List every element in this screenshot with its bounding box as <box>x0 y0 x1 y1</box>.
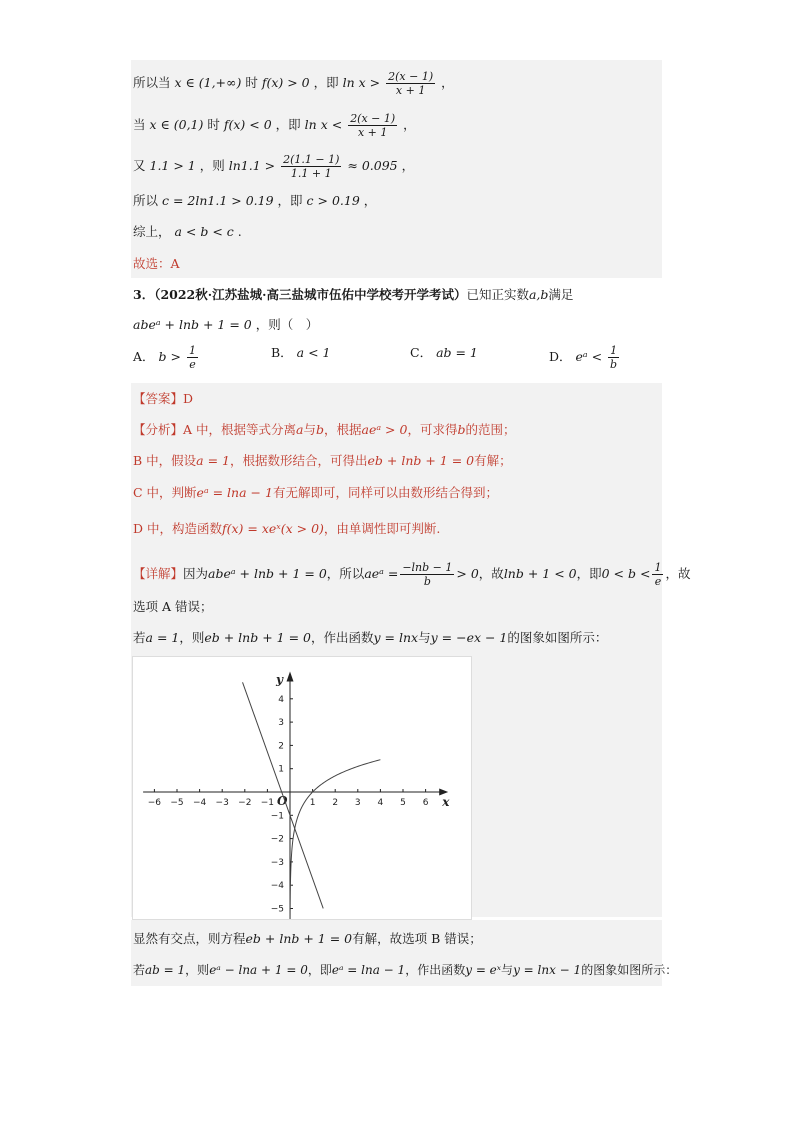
text: 若 <box>133 630 146 645</box>
answer-line <box>133 390 193 408</box>
option-label: D． <box>549 349 572 364</box>
math: f(x) = xeˣ(x > 0) <box>222 521 324 536</box>
fraction <box>187 344 198 371</box>
fraction <box>400 561 454 588</box>
math: c > 0.19 <box>306 193 360 208</box>
detail-line-3 <box>133 629 607 647</box>
denominator: x + 1 <box>357 126 388 139</box>
denominator: b <box>423 575 431 588</box>
math: aeᵃ = <box>364 566 399 581</box>
numerator: 2(1.1 − 1) <box>283 153 340 166</box>
math: eᵃ = lna − 1 <box>331 963 406 977</box>
analysis-label: 【分析】 <box>133 422 184 437</box>
y-tick-label: −2 <box>270 834 284 845</box>
math: f(x) < 0 <box>223 117 272 132</box>
math: aeᵃ > 0 <box>361 422 408 437</box>
math: 1.1 > 1 <box>149 158 196 173</box>
option-d[interactable] <box>549 344 621 371</box>
text: 所以当 <box>133 75 171 90</box>
y-tick-label: −5 <box>270 904 284 915</box>
numerator: 2(x − 1) <box>350 112 396 125</box>
math: ab = 1 <box>145 963 186 977</box>
question-title <box>133 286 573 304</box>
math: a,b <box>528 287 549 302</box>
proof-line-4 <box>133 192 376 210</box>
answer-value: D <box>183 391 194 406</box>
text: 综上， <box>133 224 171 239</box>
x-tick-label: 5 <box>400 798 406 808</box>
text: 时 <box>245 75 258 90</box>
math: y = lnx − 1 <box>513 963 582 977</box>
math: abeᵃ + lnb + 1 = 0 <box>208 566 327 581</box>
proof-line-3 <box>133 153 414 180</box>
math: a < 1 <box>296 345 331 360</box>
x-tick-label: 4 <box>377 798 384 808</box>
denominator: e <box>189 358 196 371</box>
choice-result: 故选：A <box>133 256 180 271</box>
text: ，则（ ） <box>255 317 319 332</box>
detail-line-1 <box>133 561 690 588</box>
math: x ∈ (1,+∞) <box>174 75 242 90</box>
text: ， <box>401 158 415 173</box>
analysis-line-a <box>133 421 516 439</box>
fraction <box>348 112 397 139</box>
text: ，即 <box>313 75 339 90</box>
math: abeᵃ + lnb + 1 = 0 <box>133 317 252 332</box>
x-tick-label: 3 <box>354 798 361 808</box>
text: ，即 <box>307 963 332 977</box>
text: D 中，构造函数 <box>133 521 222 536</box>
text: ， <box>403 117 416 132</box>
option-label: C． <box>410 345 433 360</box>
text: 的图象如图所示： <box>507 630 608 645</box>
text: 与 <box>418 630 431 645</box>
x-tick-label: 1 <box>309 798 316 808</box>
math: ab = 1 <box>436 345 478 360</box>
graph-svg <box>133 657 471 919</box>
text: ，可求得 <box>407 422 458 437</box>
fraction <box>652 561 663 588</box>
y-tick-label: −3 <box>270 857 284 868</box>
x-tick-label: 6 <box>422 798 429 808</box>
text: . <box>237 224 242 239</box>
x-tick-label: 2 <box>332 798 339 808</box>
text: ，故 <box>665 566 691 581</box>
numerator: 1 <box>654 561 662 574</box>
math: a < b < c <box>174 224 234 239</box>
text: 有解，故选项 B 错误； <box>352 931 482 946</box>
text: 选项 A 错误； <box>133 599 213 614</box>
proof-line-2 <box>133 112 416 139</box>
function-graph <box>132 656 472 920</box>
text: ，则 <box>179 630 205 645</box>
option-label: B． <box>271 345 293 360</box>
fraction <box>608 344 619 371</box>
math: f(x) > 0 <box>261 75 310 90</box>
math: b <box>457 422 466 437</box>
text: ，故 <box>478 566 504 581</box>
option-c[interactable] <box>410 344 478 362</box>
text: 满足 <box>548 287 574 302</box>
text: ，则 <box>185 963 210 977</box>
text: ，作出函数 <box>310 630 374 645</box>
question-equation-line <box>133 316 318 334</box>
text: ，根据数形结合，可得出 <box>230 453 368 468</box>
text: 与 <box>303 422 316 437</box>
math: a = 1 <box>196 453 230 468</box>
numerator: 1 <box>608 344 619 358</box>
text: ，由单调性即可判断. <box>323 521 441 536</box>
text: ，根据 <box>324 422 362 437</box>
analysis-line-c <box>133 484 498 502</box>
numerator: 2(x − 1) <box>388 70 434 83</box>
option-b[interactable] <box>271 344 331 362</box>
x-tick-label: −4 <box>192 798 207 808</box>
fraction <box>281 153 341 180</box>
text: 时 <box>207 117 220 132</box>
proof-line-1 <box>133 70 454 97</box>
math: 0 < b < <box>601 566 651 581</box>
math: c = 2ln1.1 > 0.19 <box>162 193 274 208</box>
text: 的范围； <box>465 422 516 437</box>
text: 与 <box>501 963 514 977</box>
series-lnx-curve <box>290 760 380 919</box>
math: eᵃ < <box>575 349 603 364</box>
y-axis-label: y <box>276 672 283 687</box>
text: 有解； <box>474 453 512 468</box>
question-number: 3． <box>133 287 155 302</box>
x-tick-label: −1 <box>260 798 275 808</box>
math: ≈ 0.095 <box>347 158 398 173</box>
x-tick-label: −5 <box>170 798 184 808</box>
text: 已知正实数 <box>466 287 529 302</box>
x-tick-label: −3 <box>215 798 229 808</box>
math: eb + lnb + 1 = 0 <box>245 931 353 946</box>
fraction <box>386 70 435 97</box>
y-tick-label: 2 <box>278 741 284 752</box>
origin-label: O <box>277 794 288 808</box>
analysis-line-d <box>133 520 440 538</box>
math: eb + lnb + 1 = 0 <box>204 630 311 645</box>
y-axis-arrow <box>287 672 294 682</box>
text: ， <box>441 75 454 90</box>
text: 因为 <box>183 566 209 581</box>
x-tick-label: −6 <box>147 798 162 808</box>
text: 若 <box>133 963 146 977</box>
math: eb + lnb + 1 = 0 <box>367 453 475 468</box>
math: eᵃ = lna − 1 <box>196 485 273 500</box>
series-linear-line <box>243 682 324 908</box>
math: ln x < <box>304 117 343 132</box>
denominator: b <box>610 358 618 371</box>
text: 又 <box>133 158 146 173</box>
text: ，即 <box>275 117 301 132</box>
y-tick-label: 3 <box>278 718 284 729</box>
text: ，所以 <box>326 566 365 581</box>
answer-label: 【答案】 <box>133 391 184 406</box>
text: 所以 <box>133 193 159 208</box>
text: 有无解即可，同样可以由数形结合得到； <box>272 485 498 500</box>
math: > 0 <box>456 566 479 581</box>
text: B 中，假设 <box>133 453 197 468</box>
denominator: x + 1 <box>395 84 426 97</box>
y-tick-label: 1 <box>278 764 284 775</box>
y-tick-label: −1 <box>270 811 284 822</box>
math: a = 1 <box>145 630 180 645</box>
option-label: A． <box>133 349 155 364</box>
math: a <box>296 422 304 437</box>
text: ，即 <box>576 566 602 581</box>
text: 的图象如图所示： <box>581 963 678 977</box>
detail-label: 【详解】 <box>133 566 184 581</box>
detail-line-2 <box>133 598 212 616</box>
denominator: e <box>654 575 662 588</box>
text: 显然有交点，则方程 <box>133 931 246 946</box>
numerator: 1 <box>188 344 196 357</box>
denominator: 1.1 + 1 <box>290 167 332 180</box>
detail-line-5 <box>133 961 677 979</box>
math: y = lnx <box>373 630 419 645</box>
text: C 中，判断 <box>133 485 197 500</box>
text: ，则 <box>199 158 225 173</box>
x-tick-label: −2 <box>238 798 252 808</box>
y-tick-label: 4 <box>278 694 284 705</box>
analysis-line-b <box>133 452 512 470</box>
text: 当 <box>133 117 146 132</box>
text: ，作出函数 <box>405 963 466 977</box>
y-tick-label: −4 <box>270 881 284 892</box>
math: lnb + 1 < 0 <box>503 566 577 581</box>
text: ，即 <box>277 193 303 208</box>
math: b <box>316 422 325 437</box>
question-source: （2022秋·江苏盐城·高三盐城市伍佑中学校考开学考试） <box>154 287 467 302</box>
x-axis-label: x <box>442 795 450 809</box>
option-a[interactable] <box>133 344 200 371</box>
math: x ∈ (0,1) <box>149 117 204 132</box>
math: ln x > <box>342 75 381 90</box>
text: ， <box>363 193 377 208</box>
text: A 中，根据等式分离 <box>183 422 297 437</box>
math: y = eˣ <box>465 963 502 977</box>
numerator: −lnb − 1 <box>402 561 453 574</box>
detail-line-4 <box>133 930 482 948</box>
math: eᵃ − lna + 1 = 0 <box>209 963 308 977</box>
proof-line-5 <box>133 223 242 241</box>
math: b > <box>158 349 181 364</box>
math: ln1.1 > <box>228 158 276 173</box>
math: y = −ex − 1 <box>430 630 508 645</box>
